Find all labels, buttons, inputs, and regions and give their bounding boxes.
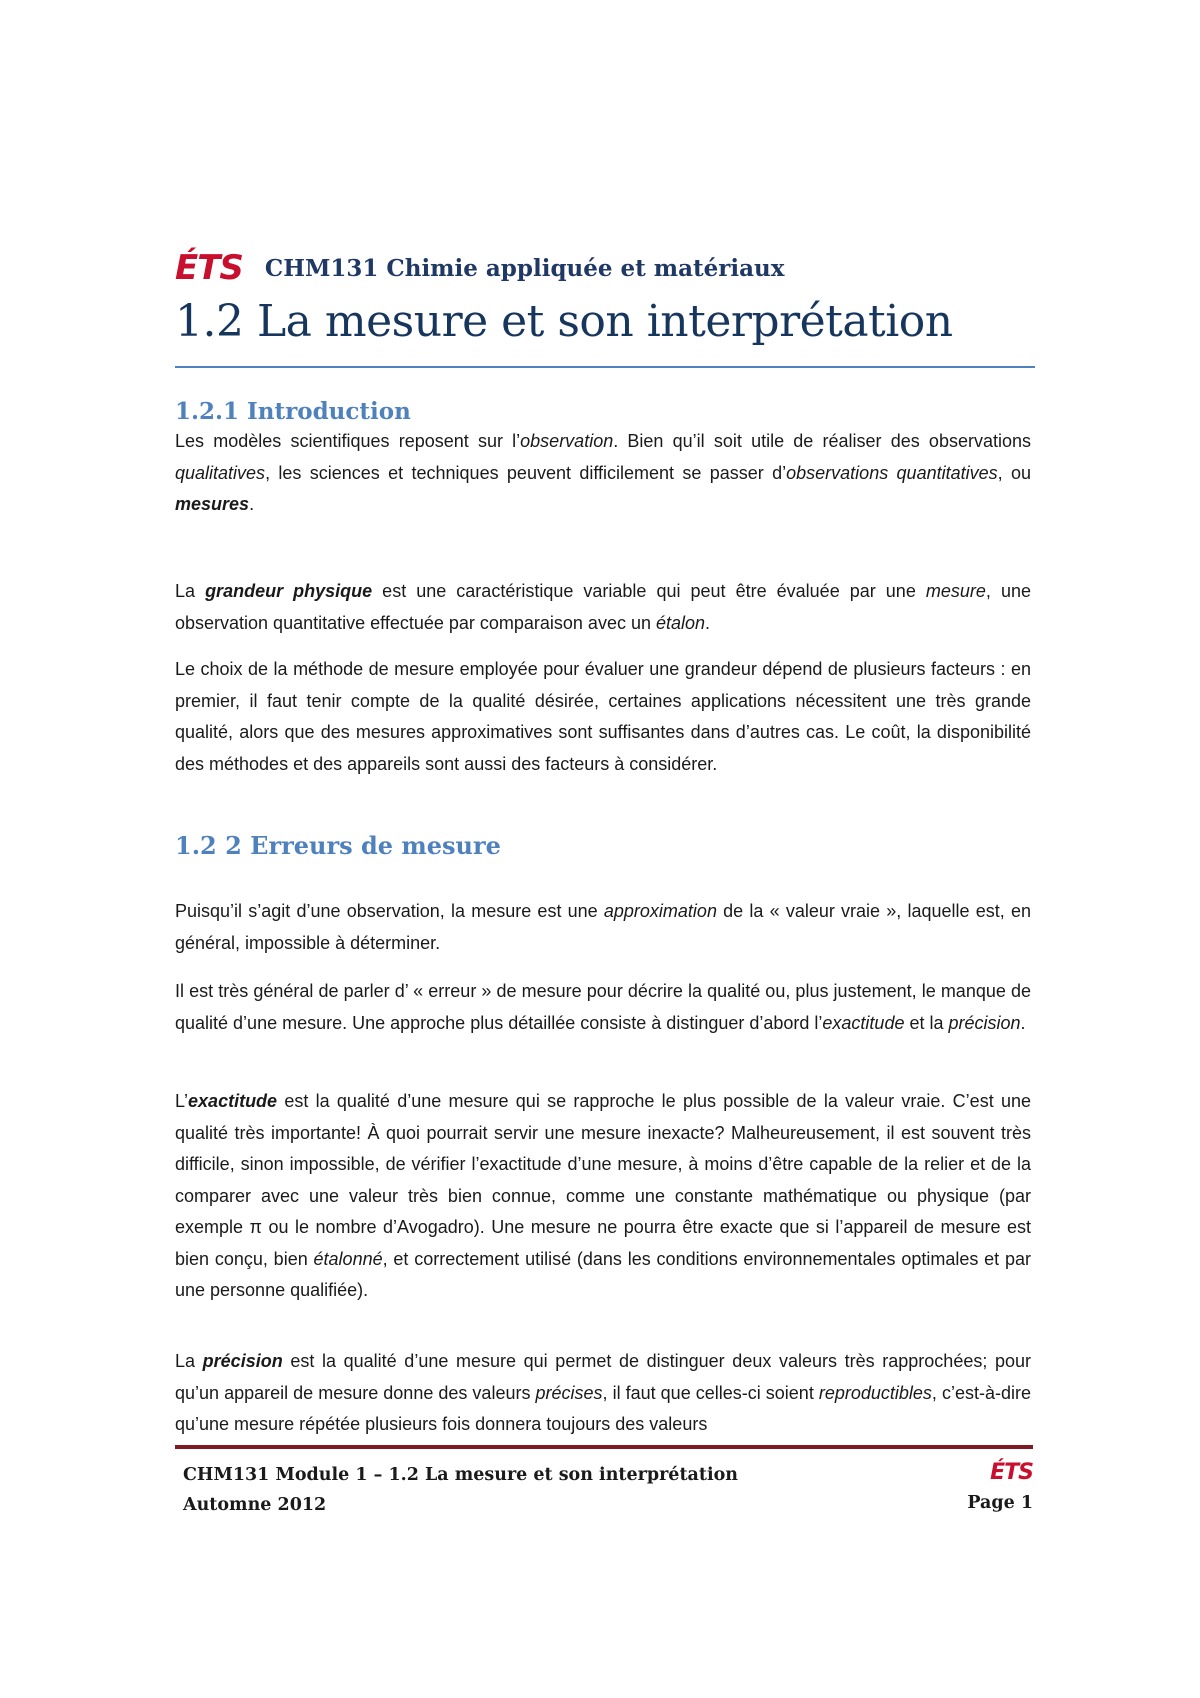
paragraph: La grandeur physique est une caractéristique variable qui peut être évaluée par une mesure, une observation quantitative effectuée par comparaison avec un étalon. bbox=[175, 581, 1031, 633]
paragraph: Puisqu’il s’agit d’une observation, la mesure est une approximation de la « valeur vraie », laquelle est, en général, impossible à déterminer. bbox=[175, 901, 1031, 953]
page-number: Page 1 bbox=[967, 1493, 1033, 1513]
section-heading-introduction: 1.2.1 Introduction bbox=[175, 398, 411, 425]
page-title: 1.2 La mesure et son interprétation bbox=[175, 296, 953, 347]
title-rule bbox=[175, 366, 1035, 368]
course-header bbox=[175, 248, 784, 288]
ets-logo: ÉTS bbox=[175, 248, 243, 288]
paragraph: Les modèles scientifiques reposent sur l’observation. Bien qu’il soit utile de réaliser des observations qualitatives, les sciences et techniques peuvent difficilement se passer d’observations quantitatives, ou mesures. bbox=[175, 431, 1031, 514]
footer-semester: Automne 2012 bbox=[183, 1495, 327, 1515]
footer-info bbox=[183, 1460, 738, 1520]
footer-module-title: CHM131 Module 1 – 1.2 La mesure et son interprétation bbox=[183, 1465, 738, 1485]
footer-ets-logo: ÉTS bbox=[990, 1460, 1033, 1485]
footer-rule bbox=[175, 1445, 1033, 1449]
section-heading-erreurs: 1.2 2 Erreurs de mesure bbox=[175, 831, 501, 860]
paragraph: La précision est la qualité d’une mesure qui permet de distinguer deux valeurs très rapprochées; pour qu’un appareil de mesure donne des valeurs précises, il faut que celles-ci soient reproductibles, c’est-à-dire qu’une mesure répétée plusieurs fois donnera toujours des valeurs bbox=[175, 1351, 1032, 1434]
course-title: CHM131 Chimie appliquée et matériaux bbox=[264, 254, 785, 282]
paragraph: L’exactitude est la qualité d’une mesure qui se rapproche le plus possible de la valeur vraie. C’est une qualité très importante! À quoi pourrait servir une mesure inexacte? Malheureusement, il est souvent très difficile, sinon impossible, de vérifier l’exactitude d’une mesure, à moins d’être capable de la relier et de la comparer avec une valeur très bien connue, comme une constante mathématique ou physique (par exemple π ou le nombre d’Avogadro). Une mesure ne pourra être exacte que si l’appareil de mesure est bien conçu, bien étalonné, et correctement utilisé (dans les conditions environnementales optimales et par une personne qualifiée). bbox=[175, 1091, 1032, 1300]
paragraph: Le choix de la méthode de mesure employée pour évaluer une grandeur dépend de plusieurs facteurs : en premier, il faut tenir compte de la qualité désirée, certaines applications nécessitent une très grande qualité, alors que des mesures approximatives sont suffisantes dans d’autres cas. Le coût, la disponibilité des méthodes et des appareils sont aussi des facteurs à considérer. bbox=[175, 659, 1031, 774]
paragraph: Il est très général de parler d’ « erreur » de mesure pour décrire la qualité ou, plus justement, le manque de qualité d’une mesure. Une approche plus détaillée consiste à distinguer d’abord l’exactitude et la précision. bbox=[175, 981, 1031, 1033]
footer-page-info bbox=[967, 1458, 1033, 1518]
